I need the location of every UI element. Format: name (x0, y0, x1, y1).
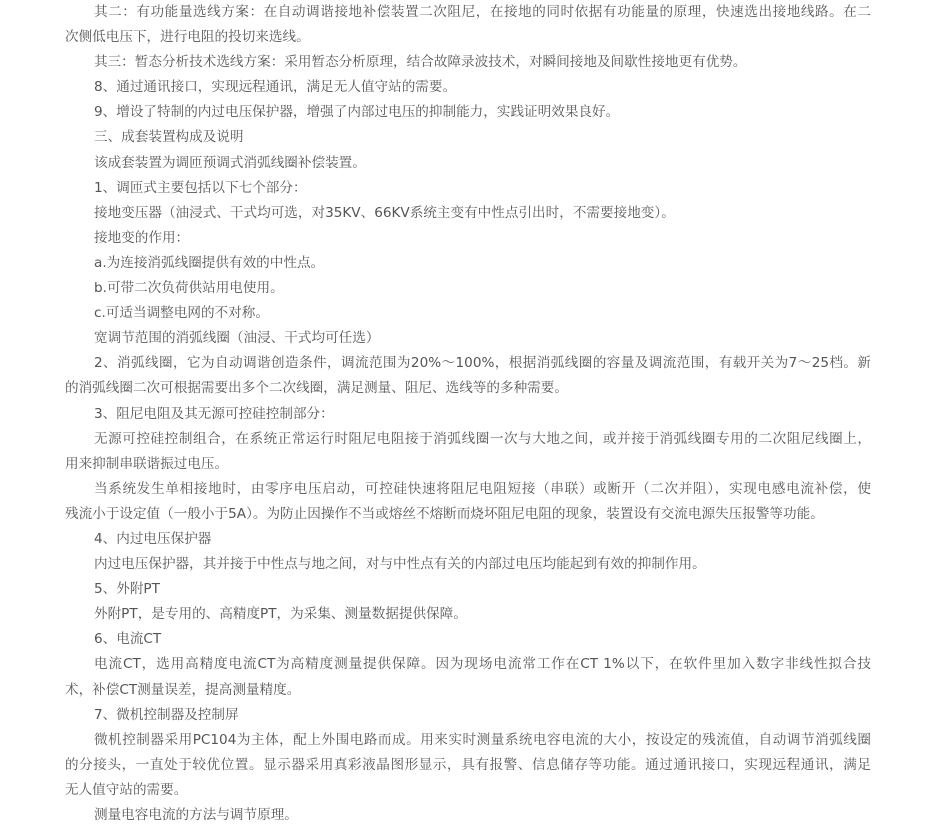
para-item-8: 8、通过通讯接口，实现远程通讯，满足无人值守站的需要。 (94, 79, 457, 96)
para-item-4: 4、内过电压保护器 (94, 530, 212, 547)
para-components: 1、调匝式主要包括以下七个部分： (94, 179, 307, 196)
para-single-phase-fault-line-1: 当系统发生单相接地时，由零序电压启动，可控硅快速将阻尼电阻短接（串联）或断开（二次并阻），实现电感电流补偿，使 (94, 480, 871, 497)
para-intro: 该成套装置为调匝预调式消弧线圈补偿装置。 (94, 154, 366, 171)
para-current-ct-line-1: 电流CT，选用高精度电流CT为高精度测量提供保障。因为现场电流常工作在CT 1%以下，在软件里加入数字非线性拟合技 (94, 656, 871, 673)
para-function-a: a.为连接消弧线圈提供有效的中性点。 (94, 254, 325, 271)
para-item-7: 7、微机控制器及控制屏 (94, 706, 239, 723)
para-measurement-method: 测量电容电流的方法与调节原理。 (94, 807, 298, 823)
para-microcontroller-line-1: 微机控制器采用PC104为主体，配上外围电路而成。用来实时测量系统电容电流的大小，按设定的残流值，自动调节消弧线圈 (94, 731, 871, 748)
para-external-pt: 外附PT，是专用的、高精度PT，为采集、测量数据提供保障。 (94, 606, 467, 623)
article-body (65, 0, 871, 828)
para-microcontroller-line-3: 无人值守站的需要。 (65, 781, 188, 798)
para-current-ct-line-2: 术，补偿CT测量误差，提高测量精度。 (65, 681, 301, 698)
para-grounding-transformer: 接地变压器（油浸式、干式均可选，对35KV、66KV系统主变有中性点引出时，不需要接地变）。 (94, 204, 675, 221)
para-microcontroller-line-2: 的分接头，一直处于较优位置。显示器采用真彩液晶图形显示，具有报警、信息储存等功能。通过通讯接口，实现远程通讯，满足 (65, 756, 871, 773)
heading-section-three: 三、成套装置构成及说明 (94, 129, 244, 146)
para-item-9: 9、增设了特制的内过电压保护器，增强了内部过电压的抑制能力，实践证明效果良好。 (94, 104, 620, 121)
para-scheme-two-line-1: 其二：有功能量选线方案：在自动调谐接地补偿装置二次阻尼，在接地的同时依据有功能量的原理，快速选出接地线路。在二 (94, 4, 871, 20)
para-scheme-two-line-2: 次侧低电压下，进行电阻的投切来选线。 (65, 29, 310, 46)
para-item-6: 6、电流CT (94, 631, 162, 648)
para-function-c: c.可适当调整电网的不对称。 (94, 305, 269, 322)
para-single-phase-fault-line-2: 残流小于设定值（一般小于5A）。为防止因操作不当或熔丝不熔断而烧坏阻尼电阻的现象，装置设有交流电源失压报警等功能。 (65, 505, 824, 522)
para-wide-range-coil: 宽调节范围的消弧线圈（油浸、干式均可任选） (94, 330, 380, 347)
para-grounding-function: 接地变的作用： (94, 229, 190, 246)
para-overvoltage-protector: 内过电压保护器，其并接于中性点与地之间，对与中性点有关的内部过电压均能起到有效的抑制作用。 (94, 556, 706, 573)
para-item-2-line-2: 的消弧线圈二次可根据需要出多个二次线圈，满足测量、阻尼、选线等的多种需要。 (65, 380, 568, 397)
para-item-3: 3、阻尼电阻及其无源可控硅控制部分： (94, 405, 334, 422)
para-thyristor-combo-line-1: 无源可控硅控制组合，在系统正常运行时阻尼电阻接于消弧线圈一次与大地之间，或并接于消弧线圈专用的二次阻尼线圈上， (94, 430, 871, 447)
para-item-5: 5、外附PT (94, 581, 160, 598)
para-thyristor-combo-line-2: 用来抑制串联谐振过电压。 (65, 455, 229, 472)
para-item-2-line-1: 2、消弧线圈，它为自动调谐创造条件，调流范围为20%～100%，根据消弧线圈的容量及调流范围，有载开关为7～25档。新 (94, 355, 871, 372)
para-scheme-three: 其三：暂态分析技术选线方案：采用暂态分析原理，结合故障录波技术，对瞬间接地及间歇性接地更有优势。 (94, 54, 747, 71)
para-function-b: b.可带二次负荷供站用电使用。 (94, 280, 284, 297)
